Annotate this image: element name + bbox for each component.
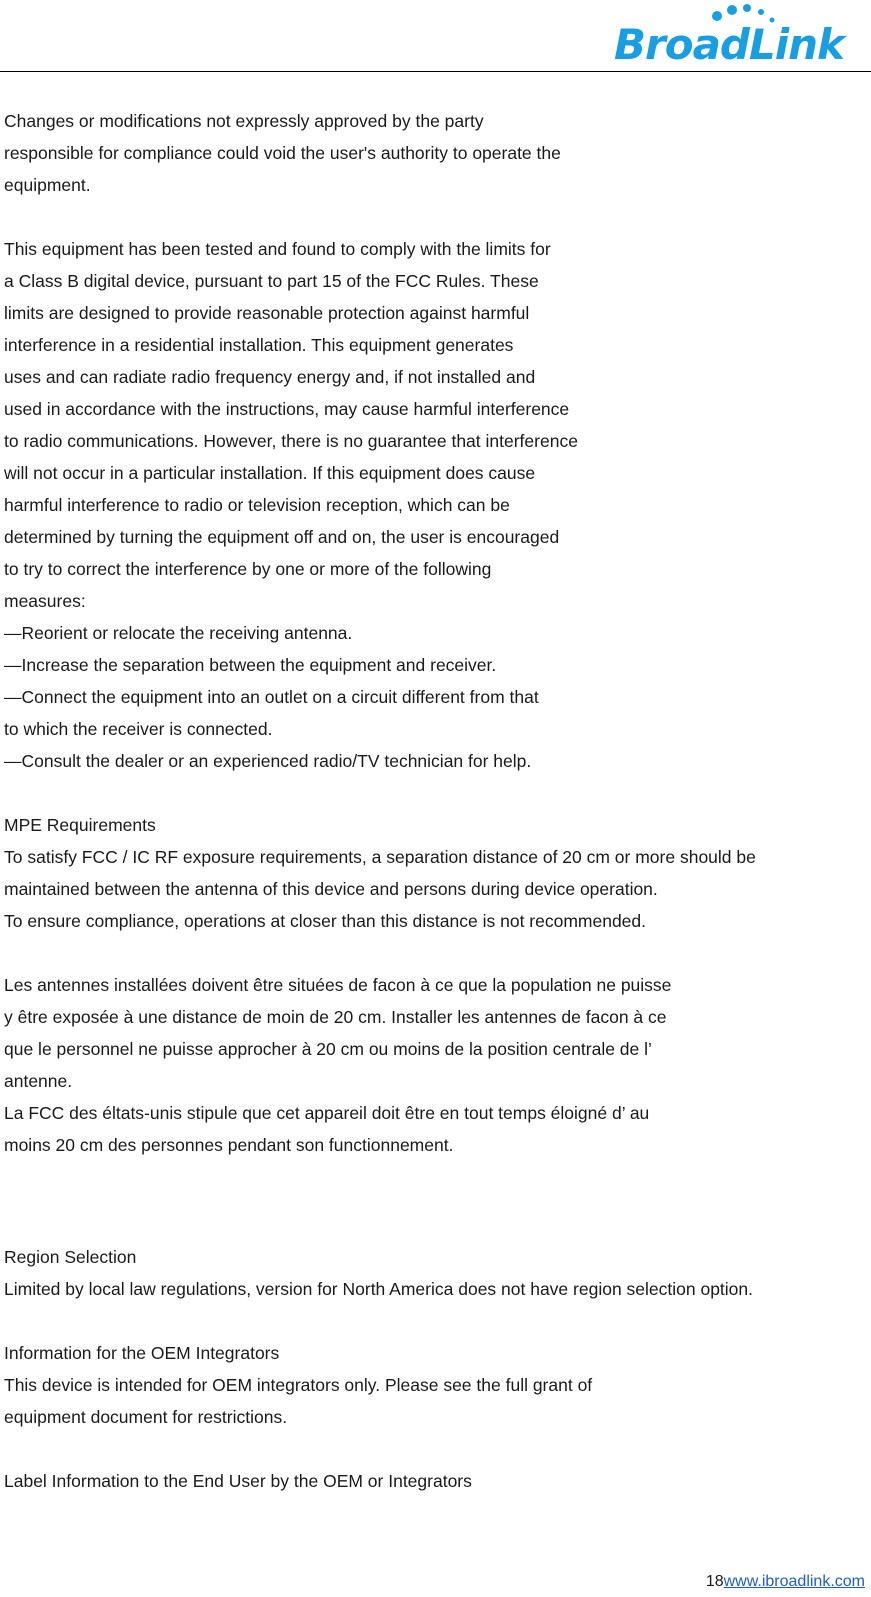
text-line: La FCC des éltats-unis stipule que cet appareil doit être en tout temps éloigné d’ au bbox=[4, 1103, 650, 1123]
section-oem-integrators bbox=[4, 1337, 868, 1433]
document-body bbox=[4, 105, 868, 1497]
text-line: Les antennes installées doivent être situées de facon à ce que la population ne puisse bbox=[4, 975, 672, 995]
text-line: to try to correct the interference by one or more of the following bbox=[4, 559, 492, 579]
text-line: This device is intended for OEM integrators only. Please see the full grant of bbox=[4, 1375, 593, 1395]
text-line: uses and can radiate radio frequency energy and, if not installed and bbox=[4, 367, 536, 387]
text-line: moins 20 cm des personnes pendant son functionnement. bbox=[4, 1135, 454, 1155]
header-divider bbox=[0, 71, 871, 72]
paragraph-modifications bbox=[4, 105, 868, 201]
section-heading: Region Selection bbox=[4, 1247, 137, 1267]
section-heading: Label Information to the End User by the OEM or Integrators bbox=[4, 1471, 472, 1491]
text-line: responsible for compliance could void the user's authority to operate the bbox=[4, 143, 561, 163]
text-line: equipment document for restrictions. bbox=[4, 1407, 288, 1427]
section-label-information bbox=[4, 1465, 868, 1497]
section-region-selection bbox=[4, 1241, 868, 1305]
measure-item: —Consult the dealer or an experienced radio/TV technician for help. bbox=[4, 751, 532, 771]
measure-item: —Reorient or relocate the receiving antenna. bbox=[4, 623, 353, 643]
text-line: to which the receiver is connected. bbox=[4, 719, 273, 739]
text-line: Changes or modifications not expressly approved by the party bbox=[4, 111, 484, 131]
text-line: used in accordance with the instructions, may cause harmful interference bbox=[4, 399, 570, 419]
text-line: equipment. bbox=[4, 175, 91, 195]
page-number: 18 bbox=[705, 1573, 724, 1590]
measure-item: —Connect the equipment into an outlet on a circuit different from that bbox=[4, 687, 539, 707]
text-line: To satisfy FCC / IC RF exposure requirements, a separation distance of 20 cm or more should be bbox=[4, 847, 756, 867]
text-line: measures: bbox=[4, 591, 86, 611]
text-line: a Class B digital device, pursuant to part 15 of the FCC Rules. These bbox=[4, 271, 539, 291]
section-mpe-requirements bbox=[4, 809, 868, 937]
text-line: maintained between the antenna of this device and persons during device operation. bbox=[4, 879, 658, 899]
section-heading: MPE Requirements bbox=[4, 815, 156, 835]
logo-wordmark: BroadLink bbox=[614, 20, 844, 69]
page-footer bbox=[706, 1573, 865, 1591]
text-line: antenne. bbox=[4, 1071, 73, 1091]
text-line: harmful interference to radio or television reception, which can be bbox=[4, 495, 510, 515]
text-line: Limited by local law regulations, version for North America does not have region selection option. bbox=[4, 1279, 754, 1299]
paragraph-fcc-class-b bbox=[4, 233, 868, 777]
text-line: que le personnel ne puisse approcher à 20 cm ou moins de la position centrale de l’ bbox=[4, 1039, 652, 1059]
text-line: To ensure compliance, operations at closer than this distance is not recommended. bbox=[4, 911, 647, 931]
text-line: This equipment has been tested and found to comply with the limits for bbox=[4, 239, 551, 259]
measure-item: —Increase the separation between the equipment and receiver. bbox=[4, 655, 497, 675]
text-line: to radio communications. However, there is no guarantee that interference bbox=[4, 431, 578, 451]
paragraph-french-notice bbox=[4, 969, 868, 1161]
text-line: will not occur in a particular installation. If this equipment does cause bbox=[4, 463, 536, 483]
text-line: determined by turning the equipment off and on, the user is encouraged bbox=[4, 527, 560, 547]
text-line: interference in a residential installation. This equipment generates bbox=[4, 335, 514, 355]
page-header bbox=[0, 0, 871, 72]
website-link[interactable]: www.ibroadlink.com bbox=[723, 1573, 865, 1590]
section-heading: Information for the OEM Integrators bbox=[4, 1343, 280, 1363]
text-line: limits are designed to provide reasonable protection against harmful bbox=[4, 303, 530, 323]
text-line: y être exposée à une distance de moin de 20 cm. Installer les antennes de facon à ce bbox=[4, 1007, 667, 1027]
